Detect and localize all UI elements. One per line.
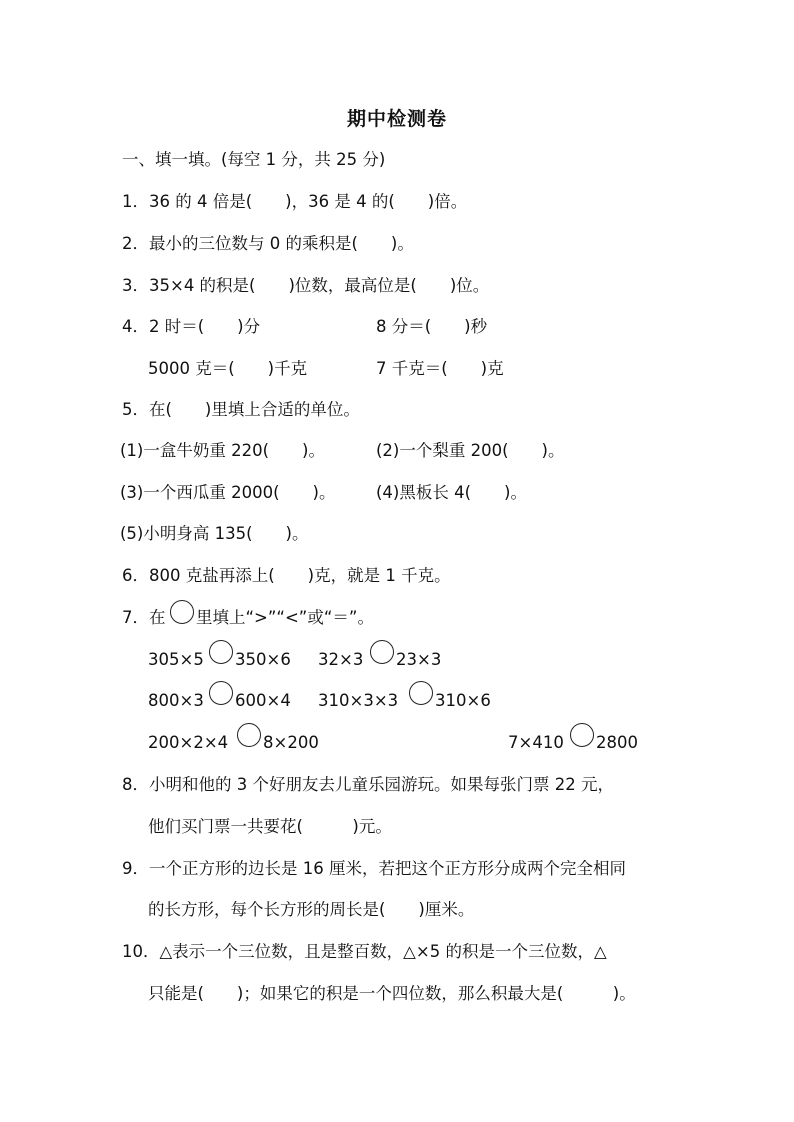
q7-r2b-left: 310×3×3 bbox=[318, 691, 399, 710]
q7-r2b-right: 310×6 bbox=[435, 691, 491, 710]
question-9-line2: 的长方形，每个长方形的周长是( )厘米。 bbox=[148, 900, 475, 919]
compare-circle[interactable] bbox=[570, 723, 594, 747]
question-6: 6．800 克盐再添上( )克，就是 1 千克。 bbox=[122, 566, 451, 585]
compare-circle[interactable] bbox=[370, 640, 394, 664]
question-5-stem: 5．在( )里填上合适的单位。 bbox=[122, 400, 360, 419]
question-7-stem-b: 里填上“>”“<”或“＝”。 bbox=[196, 608, 374, 627]
question-8-line2: 他们买门票一共要花( )元。 bbox=[148, 817, 392, 836]
q7-r2a-right: 600×4 bbox=[235, 691, 291, 710]
section-heading: 一、填一填。(每空 1 分，共 25 分) bbox=[122, 150, 386, 169]
question-5-part3: (3)一个西瓜重 2000( )。 bbox=[120, 483, 336, 502]
question-5-part2: (2)一个梨重 200( )。 bbox=[376, 441, 565, 460]
question-4a: 4．2 时＝( )分 bbox=[122, 317, 261, 336]
question-10-line1: 10．△表示一个三位数，且是整百数，△×5 的积是一个三位数，△ bbox=[122, 942, 607, 961]
question-5-part1: (1)一盒牛奶重 220( )。 bbox=[120, 441, 325, 460]
question-4d: 7 千克＝( )克 bbox=[376, 359, 504, 378]
compare-circle[interactable] bbox=[409, 681, 433, 705]
compare-circle[interactable] bbox=[209, 640, 233, 664]
question-5-part4: (4)黑板长 4( )。 bbox=[376, 483, 527, 502]
question-1: 1．36 的 4 倍是( )，36 是 4 的( )倍。 bbox=[122, 192, 468, 211]
question-3: 3．35×4 的积是( )位数，最高位是( )位。 bbox=[122, 276, 490, 295]
compare-circle[interactable] bbox=[237, 723, 261, 747]
q7-r3a-left: 200×2×4 bbox=[148, 733, 229, 752]
q7-r3b-left: 7×410 bbox=[508, 733, 564, 752]
question-10-line2: 只能是( )；如果它的积是一个四位数，那么积最大是( )。 bbox=[148, 984, 636, 1003]
q7-r3a-right: 8×200 bbox=[263, 733, 319, 752]
question-5-part5: (5)小明身高 135( )。 bbox=[120, 524, 309, 543]
q7-r1a-right: 350×6 bbox=[235, 650, 291, 669]
page-title: 期中检测卷 bbox=[346, 108, 447, 130]
question-7-stem-a: 7．在 bbox=[122, 608, 166, 627]
q7-r1a-left: 305×5 bbox=[148, 650, 204, 669]
question-8-line1: 8．小明和他的 3 个好朋友去儿童乐园游玩。如果每张门票 22 元， bbox=[122, 775, 614, 794]
compare-circle bbox=[170, 600, 194, 624]
compare-circle[interactable] bbox=[209, 681, 233, 705]
q7-r3b-right: 2800 bbox=[596, 733, 638, 752]
question-2: 2．最小的三位数与 0 的乘积是( )。 bbox=[122, 234, 414, 253]
q7-r1b-left: 32×3 bbox=[318, 650, 364, 669]
q7-r2a-left: 800×3 bbox=[148, 691, 204, 710]
question-4b: 8 分＝( )秒 bbox=[376, 317, 488, 336]
question-4c: 5000 克＝( )千克 bbox=[148, 359, 308, 378]
question-9-line1: 9．一个正方形的边长是 16 厘米，若把这个正方形分成两个完全相同 bbox=[122, 859, 626, 878]
q7-r1b-right: 23×3 bbox=[396, 650, 442, 669]
